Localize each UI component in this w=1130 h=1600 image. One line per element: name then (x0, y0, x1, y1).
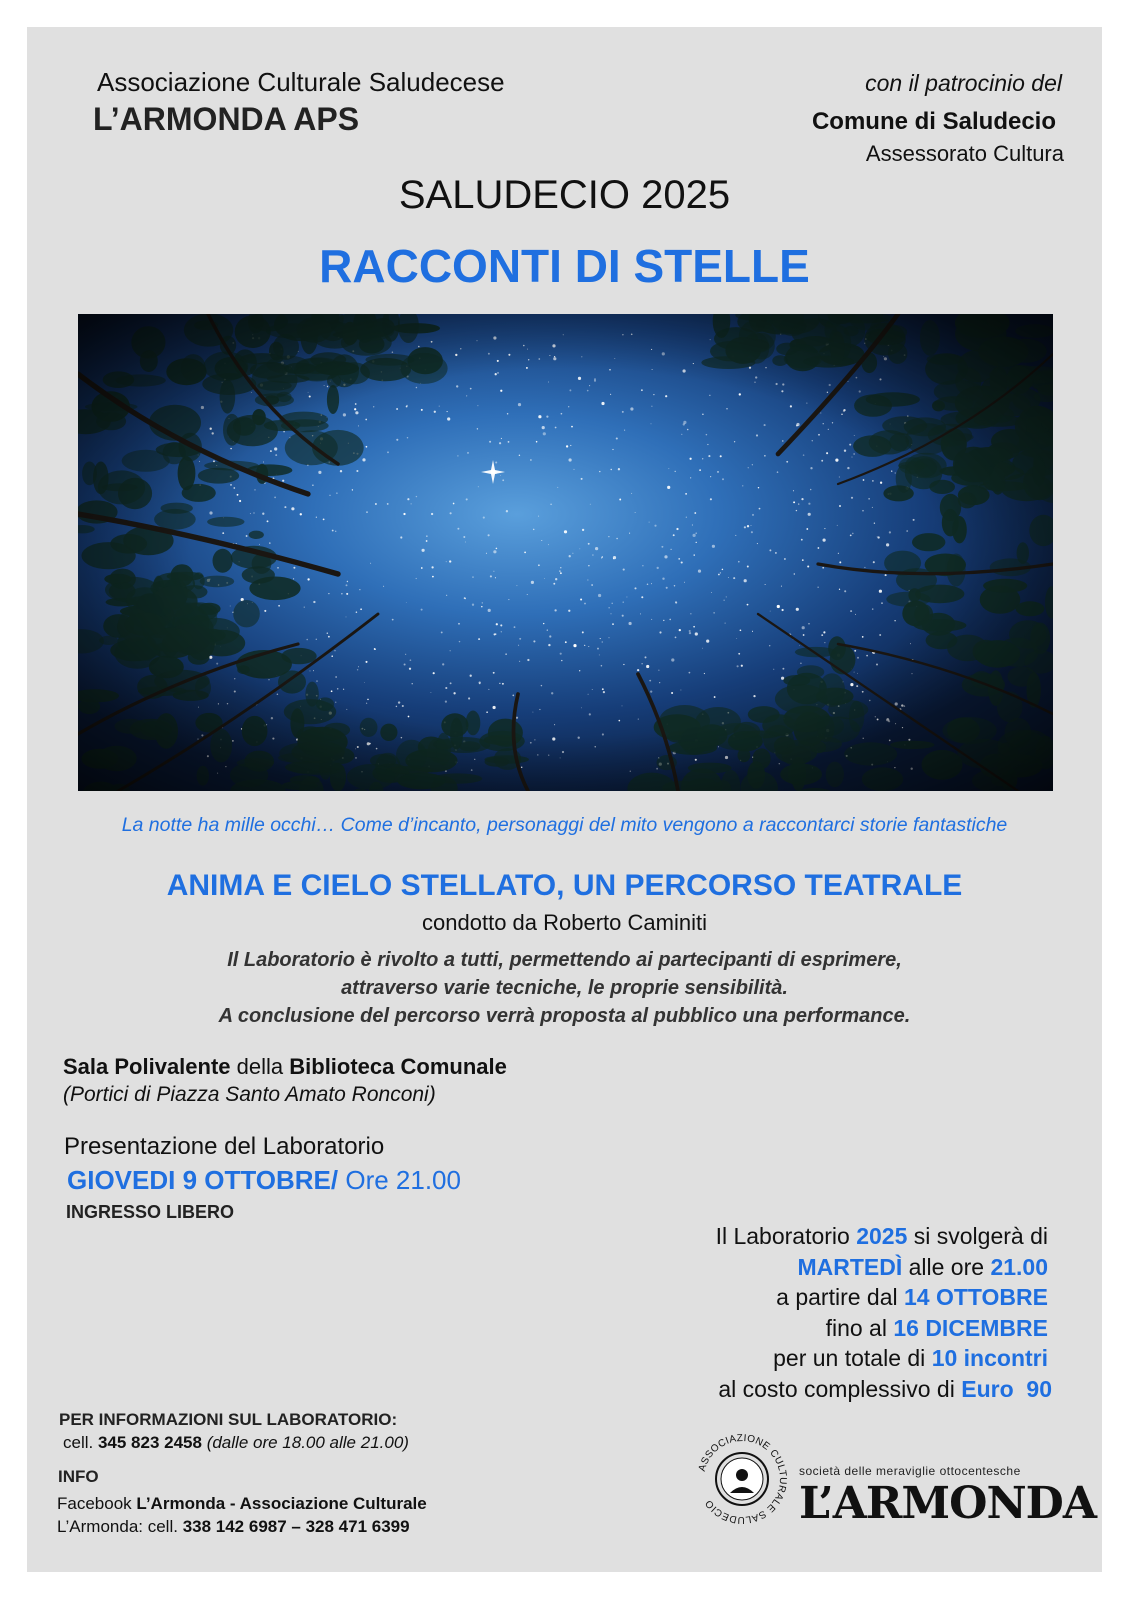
seal-icon (692, 1429, 792, 1529)
seal-text: ASSOCIAZIONE CULTURALE SALUDECIO (696, 1432, 789, 1526)
schedule-text: si svolgerà di (907, 1223, 1048, 1249)
schedule-text: al costo complessivo di (718, 1376, 962, 1402)
schedule-line (773, 1345, 1048, 1372)
phone-prefix: cell. (63, 1433, 98, 1452)
schedule-day: MARTEDÌ (797, 1254, 903, 1280)
event-year: SALUDECIO 2025 (398, 173, 731, 217)
schedule-text: Il Laboratorio (715, 1223, 857, 1249)
patron-municipality: Comune di Saludecio (811, 108, 1056, 135)
brand-subtitle: società delle meraviglie ottocentesche (799, 1464, 1021, 1478)
schedule-year: 2025 (856, 1223, 908, 1249)
schedule-cost: Euro 90 (961, 1376, 1052, 1402)
presentation-label: Presentazione del Laboratorio (64, 1133, 385, 1160)
schedule-line (776, 1284, 1048, 1311)
armonda-phone-line (57, 1517, 410, 1537)
association-title: L’ARMONDA APS (93, 101, 360, 137)
schedule-start-date: 14 OTTOBRE (904, 1284, 1048, 1310)
schedule-line (716, 1223, 1048, 1250)
patron-department: Assessorato Cultura (865, 141, 1064, 166)
schedule-session-count: 10 incontri (931, 1345, 1048, 1371)
facebook-line (57, 1494, 427, 1514)
presentation-time: Ore 21.00 (338, 1165, 461, 1195)
schedule-text: per un totale di (773, 1345, 932, 1371)
entry-note: INGRESSO LIBERO (66, 1202, 235, 1222)
venue-connector: della (230, 1054, 290, 1079)
course-description-line: Il Laboratorio è rivolto a tutti, permettendo ai partecipanti di esprimere, (227, 949, 902, 971)
course-description-line: attraverso varie tecniche, le proprie sensibilità. (341, 977, 788, 999)
schedule-text: alle ore (902, 1254, 991, 1280)
presentation-datetime (67, 1165, 461, 1196)
course-leader: condotto da Roberto Caminiti (422, 910, 707, 935)
venue-room: Sala Polivalente (63, 1054, 231, 1079)
venue-library: Biblioteca Comunale (289, 1054, 507, 1079)
poster (27, 27, 1102, 1572)
schedule-text: fino al (825, 1315, 894, 1341)
starry-sky-image (78, 314, 1053, 791)
starry-sky-illustration (78, 314, 1053, 791)
presentation-date: GIOVEDI 9 OTTOBRE/ (67, 1165, 339, 1195)
schedule-text: a partire dal (776, 1284, 904, 1310)
info-heading: PER INFORMAZIONI SUL LABORATORIO: (59, 1410, 398, 1429)
schedule-time: 21.00 (990, 1254, 1048, 1280)
venue-name (63, 1054, 507, 1080)
course-description-line: A conclusione del percorso verrà proposta al pubblico una performance. (218, 1005, 911, 1027)
phone-hours: (dalle ore 18.00 alle 21.00) (201, 1433, 409, 1452)
phone-number: 345 823 2458 (97, 1433, 202, 1452)
tagline: La notte ha mille occhi… Come d’incanto, personaggi del mito vengono a raccontarci storie fantastiche (121, 814, 1008, 836)
schedule-line (826, 1315, 1048, 1342)
facebook-page: L’Armonda - Associazione Culturale (136, 1494, 427, 1513)
facebook-prefix: Facebook (57, 1494, 137, 1513)
armonda-phones: 338 142 6987 – 328 471 6399 (182, 1517, 410, 1536)
patronage-label: con il patrocinio del (865, 70, 1062, 96)
armonda-prefix: L’Armonda: cell. (57, 1517, 183, 1536)
info-heading-2: INFO (58, 1467, 99, 1486)
event-title: RACCONTI DI STELLE (319, 240, 810, 292)
schedule-line (718, 1376, 1052, 1403)
course-title: ANIMA E CIELO STELLATO, UN PERCORSO TEATRALE (166, 869, 963, 902)
venue-address: (Portici di Piazza Santo Amato Ronconi) (63, 1083, 436, 1106)
association-name: Associazione Culturale Saludecese (97, 67, 505, 97)
association-seal-logo (692, 1429, 792, 1529)
brand-logo: L’ARMONDA (799, 1478, 1096, 1529)
info-phone-line (63, 1433, 409, 1453)
schedule-end-date: 16 DICEMBRE (893, 1315, 1048, 1341)
schedule-line (797, 1254, 1048, 1281)
